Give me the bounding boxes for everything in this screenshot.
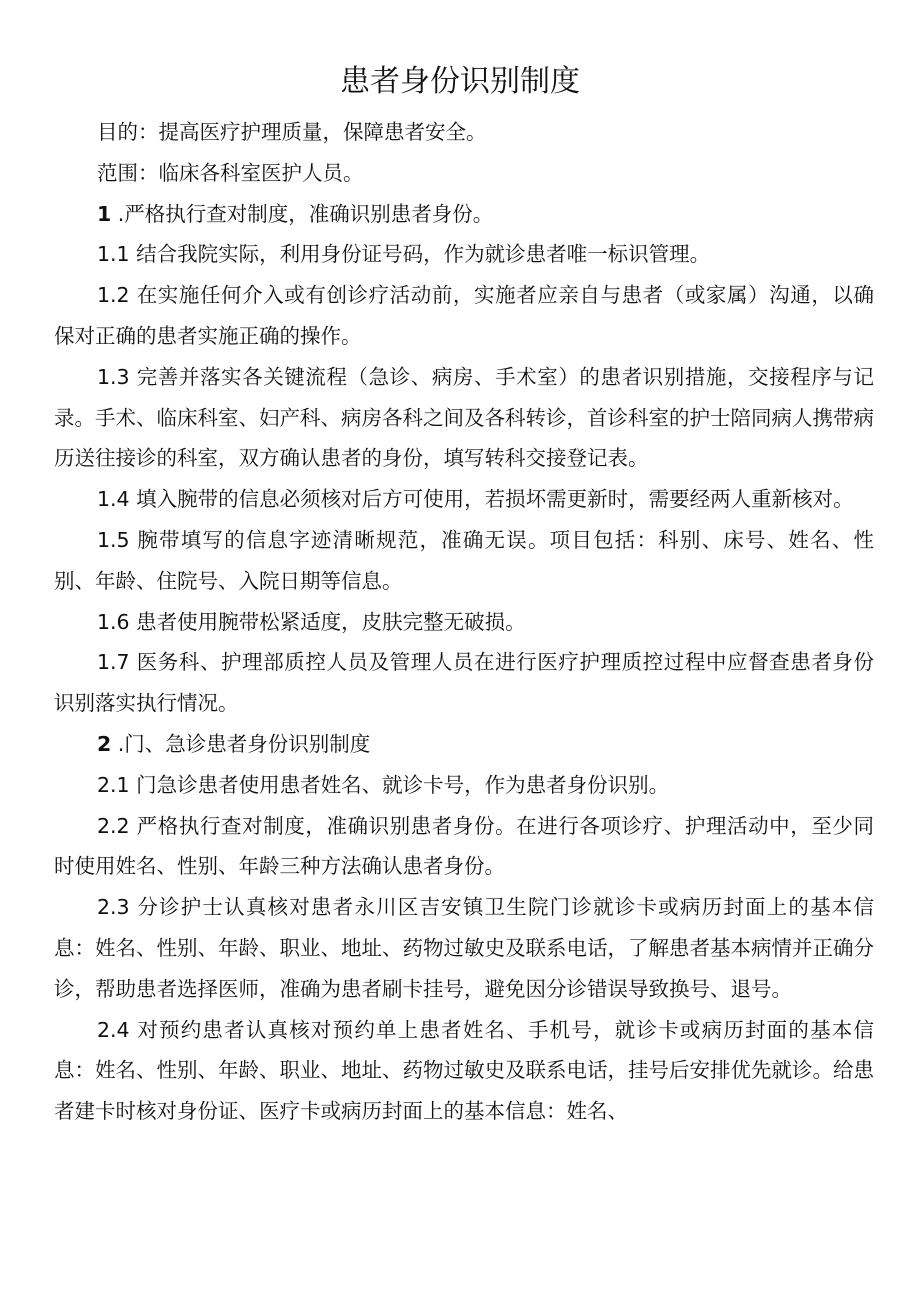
- paragraph-text: .门、急诊患者身份识别制度: [111, 731, 371, 756]
- paragraph-text: 2.1 门急诊患者使用患者姓名、就诊卡号，作为患者身份识别。: [97, 772, 670, 797]
- scope-paragraph: [54, 153, 874, 194]
- clause-1-7: [54, 642, 874, 724]
- paragraph-text: 1.7 医务科、护理部质控人员及管理人员在进行医疗护理质控过程中应督查患者身份识别落实执行情况。: [54, 650, 874, 716]
- paragraph-text: 1.3 完善并落实各关键流程（急诊、病房、手术室）的患者识别措施，交接程序与记录。手术、临床科室、妇产科、病房各科之间及各科转诊，首诊科室的护士陪同病人携带病历送往接诊的科室，双方确认患者的身份，填写转科交接登记表。: [54, 364, 874, 471]
- document-title: 患者身份识别制度: [340, 64, 580, 99]
- section-number: 2: [97, 731, 112, 756]
- clause-2-3: [54, 887, 874, 1009]
- clause-1-6: [54, 602, 874, 643]
- purpose-paragraph: [54, 112, 874, 153]
- paragraph-text: 目的：提高医疗护理质量，保障患者安全。: [97, 120, 487, 144]
- paragraph-text: 1.4 填入腕带的信息必须核对后方可使用，若损坏需更新时，需要经两人重新核对。: [97, 487, 854, 512]
- paragraph-text: 1.1 结合我院实际，利用身份证号码，作为就诊患者唯一标识管理。: [97, 242, 711, 267]
- section-number: 1: [97, 201, 112, 226]
- clause-1-5: [54, 520, 874, 602]
- paragraph-text: 1.5 腕带填写的信息字迹清晰规范，准确无误。项目包括：科别、床号、姓名、性别、年龄、住院号、入院日期等信息。: [54, 527, 874, 593]
- clause-2-4: [54, 1010, 874, 1132]
- clause-2-1: [54, 765, 874, 806]
- clause-2-2: [54, 806, 874, 888]
- document-body: [54, 112, 874, 1132]
- clause-1-4: [54, 479, 874, 520]
- section-2-heading: [54, 724, 874, 765]
- paragraph-text: 2.3 分诊护士认真核对患者永川区吉安镇卫生院门诊就诊卡或病历封面上的基本信息：姓名、性别、年龄、职业、地址、药物过敏史及联系电话，了解患者基本病情并正确分诊，帮助患者选择医师，准确为患者刷卡挂号，避免因分诊错误导致换号、退号。: [54, 895, 874, 1001]
- clause-1-2: [54, 275, 874, 357]
- paragraph-text: 2.4 对预约患者认真核对预约单上患者姓名、手机号，就诊卡或病历封面的基本信息：姓名、性别、年龄、职业、地址、药物过敏史及联系电话，挂号后安排优先就诊。给患者建卡时核对身份证、医疗卡或病历封面上的基本信息：姓名、: [54, 1017, 874, 1124]
- paragraph-text: .严格执行查对制度，准确识别患者身份。: [111, 201, 494, 226]
- paragraph-text: 1.6 患者使用腕带松紧适度，皮肤完整无破损。: [97, 609, 526, 634]
- paragraph-text: 1.2 在实施任何介入或有创诊疗活动前，实施者应亲自与患者（或家属）沟通，以确保对正确的患者实施正确的操作。: [54, 283, 874, 348]
- section-1-heading: [54, 194, 874, 235]
- paragraph-text: 2.2 严格执行查对制度，准确识别患者身份。在进行各项诊疗、护理活动中，至少同时使用姓名、性别、年龄三种方法确认患者身份。: [54, 813, 874, 879]
- clause-1-3: [54, 357, 874, 479]
- clause-1-1: [54, 234, 874, 275]
- paragraph-text: 范围：临床各科室医护人员。: [97, 160, 364, 185]
